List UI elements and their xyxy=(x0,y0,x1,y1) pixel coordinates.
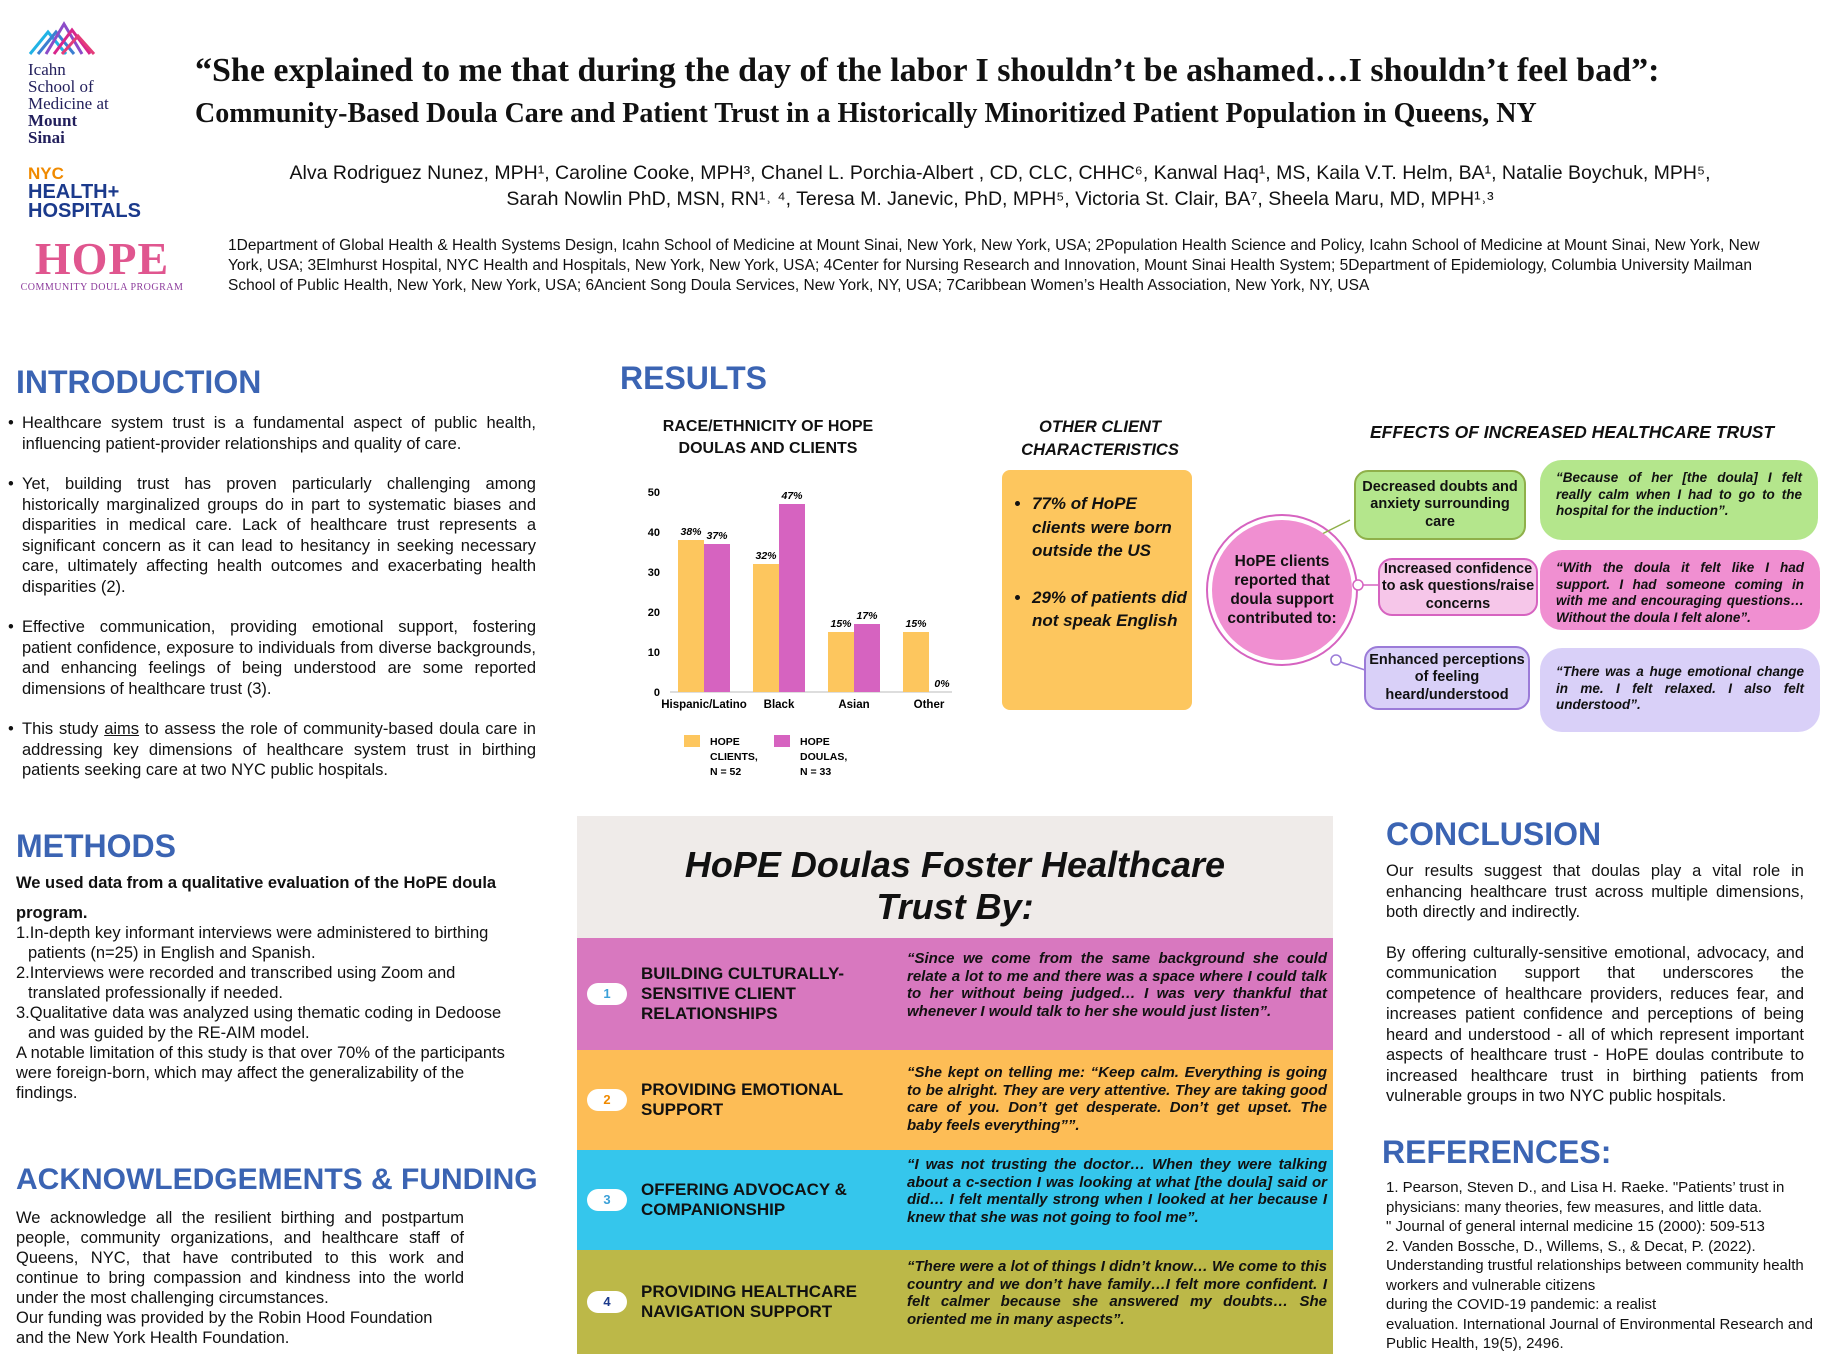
logo-line: Icahn xyxy=(28,60,66,79)
logo-line: Mount xyxy=(28,111,78,130)
bar xyxy=(753,564,779,692)
effect-label: Decreased doubts and anxiety surrounding care xyxy=(1354,470,1526,540)
effect-label: Enhanced perceptions of feeling heard/understood xyxy=(1364,646,1530,710)
conclusion-text: By offering culturally-sensitive emotional, advocacy, and communication support that underscores the competence of healthcare providers, reduces fear, and increases patient confidence and perceptions of being heard and understood - all of which represent important aspects of healthcare trust - HoPE doulas contribute to increased healthcare trust in birthing patients from vulnerable groups in two NYC public hospitals. xyxy=(1386,943,1804,1105)
methods-step: 1.In-depth key informant interviews were administered to birthing patients (n=25) in English and Spanish. xyxy=(16,924,489,962)
y-tick-label: 50 xyxy=(647,487,660,499)
legend-label: N = 52 xyxy=(710,766,742,778)
intro-underlined-word: aims xyxy=(104,720,140,738)
authors-line: Sarah Nowlin PhD, MSN, RN¹˒ ⁴, Teresa M. Janevic, PhD, MPH⁵, Victoria St. Clair, BA⁷, Sheela Maru, MD, MPH¹˒³ xyxy=(506,188,1494,210)
intro-bullet: • Effective communication, providing emotional support, fostering patient confidence, exposure to individuals from diverse backgrounds, and enhancing feelings of being understood are some reported dimensions of healthcare trust (3). xyxy=(8,617,536,699)
other-characteristics-list xyxy=(1002,492,1192,633)
y-tick-label: 10 xyxy=(647,647,660,659)
hope-logo xyxy=(12,233,192,293)
connector-dot xyxy=(1353,580,1363,590)
bar xyxy=(704,544,730,692)
logo-line: HOSPITALS xyxy=(28,200,141,222)
intro-text: to assess the role of community-based doula care in addressing key dimensions of healthcare system trust in birthing patients seeking care at two NYC public hospitals. xyxy=(22,720,536,779)
intro-bullet: • Yet, building trust has proven particularly challenging among historically marginalized groups do in part to systematic biases and disparities in medical care. Lack of healthcare trust represents a significant concern as it can lead to hesitancy in seeking necessary care, ultimately affecting health outcomes and exacerbating health disparities (2). xyxy=(8,474,536,597)
data-label: 0% xyxy=(934,678,950,690)
trust-row xyxy=(577,1250,1333,1354)
poster-subtitle: Community-Based Doula Care and Patient Trust in a Historically Minoritized Patient Population in Queens, NY xyxy=(195,98,1537,129)
row-quote: “I was not trusting the doctor… When they were talking about a c-section I was looking at what [the doula] said or did… I felt mentally strong when I looked at her because I knew that she was not going to fool me”. xyxy=(907,1156,1327,1226)
methods-step: 2.Interviews were recorded and transcribed using Zoom and translated professionally if needed. xyxy=(16,964,456,1002)
effect-quote-bubble: “With the doula it felt like I had support. I had someone coming in with me and encouraging questions… Without the doula I felt alone”. xyxy=(1540,550,1820,630)
intro-text: This study xyxy=(22,720,105,738)
icahn-logo xyxy=(28,12,148,146)
legend-label: HOPE xyxy=(800,736,830,748)
acknowledgements-heading: ACKNOWLEDGEMENTS & FUNDING xyxy=(16,1163,538,1196)
legend-label: N = 33 xyxy=(800,766,832,778)
bar xyxy=(779,504,805,692)
methods-body xyxy=(16,923,516,1103)
intro-bullet: • Healthcare system trust is a fundamental aspect of public health, influencing patient-provider relationships and quality of care. xyxy=(8,413,536,454)
y-tick-label: 30 xyxy=(647,567,660,579)
logo-line: Medicine at xyxy=(28,94,109,113)
acknowledgements-text: We acknowledge all the resilient birthing and postpartum people, community organizations, and healthcare staff of Queens, NYC, that have contributed to this work and continue to bring compassion and kindness into the world under the most challenging circumstances. xyxy=(16,1209,464,1307)
reference-text: 2. Vanden Bossche, D., Willems, S., & Decat, P. (2022). Understanding trustful relationships between community health workers and vulnerable citizens xyxy=(1386,1237,1804,1294)
effects-hub: HoPE clients reported that doula support contributed to: xyxy=(1212,520,1352,660)
methods-step: 3.Qualitative data was analyzed using thematic coding in Dedoose and was guided by the RE-AIM model. xyxy=(16,1004,502,1042)
y-tick-label: 20 xyxy=(647,607,660,619)
introduction-body xyxy=(8,413,536,801)
category-label: Black xyxy=(763,699,795,711)
references-list xyxy=(1386,1178,1831,1354)
reference-text: " Journal of general internal medicine 15 (2000): 509-513 xyxy=(1386,1218,1765,1235)
data-label: 32% xyxy=(755,550,777,562)
row-number-badge: 1 xyxy=(587,983,627,1005)
effect-label: Increased confidence to ask questions/raise concerns xyxy=(1378,558,1538,616)
legend-label: CLIENTS, xyxy=(710,751,758,763)
trust-row xyxy=(577,938,1333,1050)
data-label: 17% xyxy=(856,610,878,622)
data-label: 37% xyxy=(706,530,728,542)
logo-line: NYC xyxy=(28,164,64,183)
intro-bullet xyxy=(8,719,536,781)
bar xyxy=(678,540,704,692)
logo-line: Sinai xyxy=(28,128,65,147)
hope-wordmark: HOPE xyxy=(34,233,170,284)
author-list xyxy=(195,160,1805,212)
conclusion-heading: CONCLUSION xyxy=(1386,816,1602,852)
data-label: 47% xyxy=(781,490,803,502)
introduction-heading: INTRODUCTION xyxy=(16,364,262,400)
legend-swatch xyxy=(774,735,790,747)
logo-line: HEALTH+ xyxy=(28,181,120,203)
trust-table-header xyxy=(577,816,1333,938)
row-quote: “There were a lot of things I didn’t know… We come to this country and we don’t have family…I felt more confident. I felt calmer because she answered my doubts… She oriented me in many aspects”. xyxy=(907,1258,1327,1328)
logo-line: School of xyxy=(28,77,94,96)
trust-table-title: HoPE Doulas Foster Healthcare Trust By: xyxy=(684,844,1226,927)
category-label: Asian xyxy=(838,699,870,711)
methods-limitation: A notable limitation of this study is that over 70% of the participants were foreign-born, which may affect the generalizability of the findings. xyxy=(16,1044,505,1102)
row-number-badge: 4 xyxy=(587,1291,627,1313)
nyc-health-hospitals-logo xyxy=(28,164,141,221)
bar xyxy=(903,632,929,692)
other-characteristics-heading: OTHER CLIENT CHARACTERISTICS xyxy=(1021,418,1179,459)
legend-label: HOPE xyxy=(710,736,740,748)
conclusion-text: Our results suggest that doulas play a vital role in enhancing healthcare trust across multiple dimensions, both directly and indirectly. xyxy=(1386,862,1804,921)
category-label: Hispanic/Latino xyxy=(661,699,747,711)
characteristic-item: • 29% of patients did not speak English xyxy=(1032,586,1192,633)
affiliations: 1Department of Global Health & Health Systems Design, Icahn School of Medicine at Mount Sinai, New York, New York, USA; 2Population Health Science and Policy, Icahn School of Medicine at Mount Sinai, New York, New York, USA; 3Elmhurst Hospital, NYC Health and Hospitals, New York, New York, USA; 4Center for Nursing Research and Innovation, Mount Sinai Health System; 5Department of Epidemiology, Columbia University Mailman School of Public Health, New York, New York, USA; 6Ancient Song Doula Services, New York, NY, USA; 7Caribbean Women’s Health Association, New York, NY, USA xyxy=(228,237,1760,294)
row-quote: “Since we come from the same background she could relate a lot to me and there was a space where I could talk to her without being judged… I was very thankful that whenever I would talk to her she would just listen”. xyxy=(907,950,1327,1020)
data-label: 15% xyxy=(830,618,852,630)
data-label: 38% xyxy=(680,526,702,538)
row-number-badge: 3 xyxy=(587,1189,627,1211)
mount-sinai-mark-icon xyxy=(28,12,98,56)
row-label: PROVIDING HEALTHCARE NAVIGATION SUPPORT xyxy=(641,1282,857,1321)
characteristic-item: • 77% of HoPE clients were born outside the US xyxy=(1032,492,1192,563)
other-characteristics-box xyxy=(1002,470,1192,710)
chart-title: RACE/ETHNICITY OF HOPE DOULAS AND CLIENTS xyxy=(662,418,874,457)
row-label: OFFERING ADVOCACY & COMPANIONSHIP xyxy=(641,1180,847,1219)
reference-text: evaluation. International Journal of Environmental Research and Public Health, 19(5), 2496. xyxy=(1386,1315,1813,1352)
results-heading: RESULTS xyxy=(620,360,767,396)
bar xyxy=(828,632,854,692)
reference-text: during the COVID-19 pandemic: a realist xyxy=(1386,1296,1657,1313)
conclusion-body xyxy=(1386,861,1804,1107)
row-label: BUILDING CULTURALLY-SENSITIVE CLIENT RELATIONSHIPS xyxy=(641,964,845,1023)
reference-text: 1. Pearson, Steven D., and Lisa H. Raeke. "Patients’ trust in physicians: many theories, few measures, and little data. xyxy=(1386,1179,1785,1216)
category-label: Other xyxy=(913,699,945,711)
acknowledgements-body xyxy=(16,1208,464,1348)
hope-subtitle: COMMUNITY DOULA PROGRAM xyxy=(20,282,184,293)
methods-lead: We used data from a qualitative evaluation of the HoPE doula program. xyxy=(16,874,497,922)
data-label: 15% xyxy=(905,618,927,630)
funding-text: Our funding was provided by the Robin Hood Foundation and the New York Health Foundation. xyxy=(16,1309,433,1347)
authors-line: Alva Rodriguez Nunez, MPH¹, Caroline Cooke, MPH³, Chanel L. Porchia-Albert , CD, CLC, CHHC⁶, Kanwal Haq¹, MS, Kaila V.T. Helm, BA¹, Natalie Boychuk, MPH⁵, xyxy=(289,162,1711,184)
effect-quote-bubble: “There was a huge emotional change in me. I felt relaxed. I also felt understood”. xyxy=(1540,648,1820,732)
bar xyxy=(854,624,880,692)
race-ethnicity-bar-chart xyxy=(632,480,952,790)
references-heading: REFERENCES: xyxy=(1382,1134,1612,1170)
row-label: PROVIDING EMOTIONAL SUPPORT xyxy=(641,1080,843,1119)
trust-row xyxy=(577,1150,1333,1250)
poster-title: “She explained to me that during the day of the labor I shouldn’t be ashamed…I shouldn’t feel bad”: xyxy=(195,52,1660,89)
legend-label: DOULAS, xyxy=(800,751,848,763)
effect-quote-bubble: “Because of her [the doula] I felt really calm when I had to go to the hospital for the induction”. xyxy=(1540,460,1818,540)
methods-heading: METHODS xyxy=(16,828,176,864)
legend-swatch xyxy=(684,735,700,747)
row-number-badge: 2 xyxy=(587,1089,627,1111)
y-tick-label: 0 xyxy=(653,687,660,699)
row-quote: “She kept on telling me: “Keep calm. Everything is going to be alright. They are very attentive. They are taking good care of you. Don’t get desperate. Don’t get upset. The baby feels everything””. xyxy=(907,1064,1327,1134)
effects-heading: EFFECTS OF INCREASED HEALTHCARE TRUST xyxy=(1370,422,1775,442)
icahn-wordmark xyxy=(28,61,148,146)
y-tick-label: 40 xyxy=(647,527,660,539)
connector-dot xyxy=(1331,655,1341,665)
trust-row xyxy=(577,1050,1333,1150)
